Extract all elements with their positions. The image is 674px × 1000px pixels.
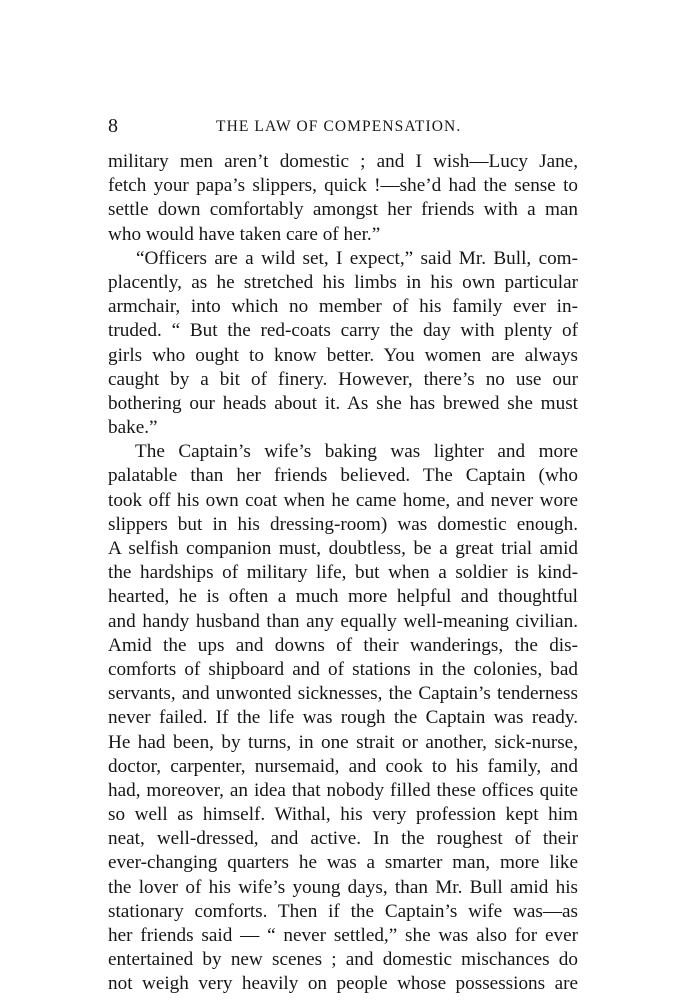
running-title: THE LAW OF COMPENSATION.: [216, 118, 462, 135]
text-line: Amid the ups and downs of their wanderings, the dis-: [108, 634, 578, 656]
text-line: her friends said — “ never settled,” she was also for ever: [108, 925, 578, 946]
text-line: servants, and unwonted sicknesses, the Captain’s tenderness: [108, 683, 578, 705]
text-line: truded. “ But the red-coats carry the day with plenty of: [108, 320, 578, 342]
text-line: who would have taken care of her.”: [108, 223, 381, 245]
text-line: The Captain’s wife’s baking was lighter and more: [135, 441, 578, 463]
text-line: so well as himself. Withal, his very profession kept him: [108, 804, 578, 826]
text-line: comforts of shipboard and of stations in the colonies, bad: [108, 658, 578, 680]
text-line: fetch your papa’s slippers, quick !—she’d had the sense to: [108, 175, 578, 197]
text-line: girls who ought to know better. You women are always: [108, 344, 578, 366]
text-line: settle down comfortably amongst her friends with a man: [108, 199, 578, 221]
text-line: palatable than her friends believed. The Captain (who: [108, 465, 578, 487]
text-line: bothering our heads about it. As she has brewed she must: [108, 392, 578, 414]
text-line: placently, as he stretched his limbs in his own particular: [108, 271, 578, 293]
text-line: slippers but in his dressing-room) was domestic enough.: [108, 513, 578, 535]
text-line: armchair, into which no member of his family ever in-: [108, 296, 578, 318]
text-line: had, moreover, an idea that nobody filled these offices quite: [108, 779, 578, 801]
text-line: entertained by new scenes ; and domestic mischances do: [108, 949, 578, 971]
text-line: bake.”: [108, 417, 158, 439]
text-line: hearted, he is often a much more helpful and thoughtful: [108, 586, 578, 608]
text-line: neat, well-dressed, and active. In the roughest of their: [108, 828, 578, 850]
text-line: “Officers are a wild set, I expect,” said Mr. Bull, com-: [136, 247, 578, 269]
text-line: took off his own coat when he came home, and never wore: [108, 489, 578, 511]
text-line: A selfish companion must, doubtless, be a great trial amid: [108, 538, 578, 559]
text-line: and handy husband than any equally well-meaning civilian.: [108, 610, 578, 632]
text-line: the lover of his wife’s young days, than Mr. Bull amid his: [108, 876, 578, 898]
text-line: He had been, by turns, in one strait or another, sick-nurse,: [108, 731, 578, 753]
text-line: ever-changing quarters he was a smarter man, more like: [108, 852, 578, 874]
text-line: doctor, carpenter, nursemaid, and cook to his family, and: [108, 755, 578, 777]
body-text: [108, 150, 578, 997]
text-line: the hardships of military life, but when a soldier is kind-: [108, 562, 578, 584]
text-line: military men aren’t domestic ; and I wish—Lucy Jane,: [108, 151, 578, 172]
text-line: stationary comforts. Then if the Captain’s wife was—as: [108, 900, 578, 922]
page-header: [108, 115, 568, 137]
text-line: never failed. If the life was rough the Captain was ready.: [108, 707, 578, 729]
text-line: not weigh very heavily on people whose possessions are: [108, 973, 578, 995]
text-line: caught by a bit of finery. However, there’s no use our: [108, 368, 578, 390]
page-number: 8: [108, 115, 118, 137]
